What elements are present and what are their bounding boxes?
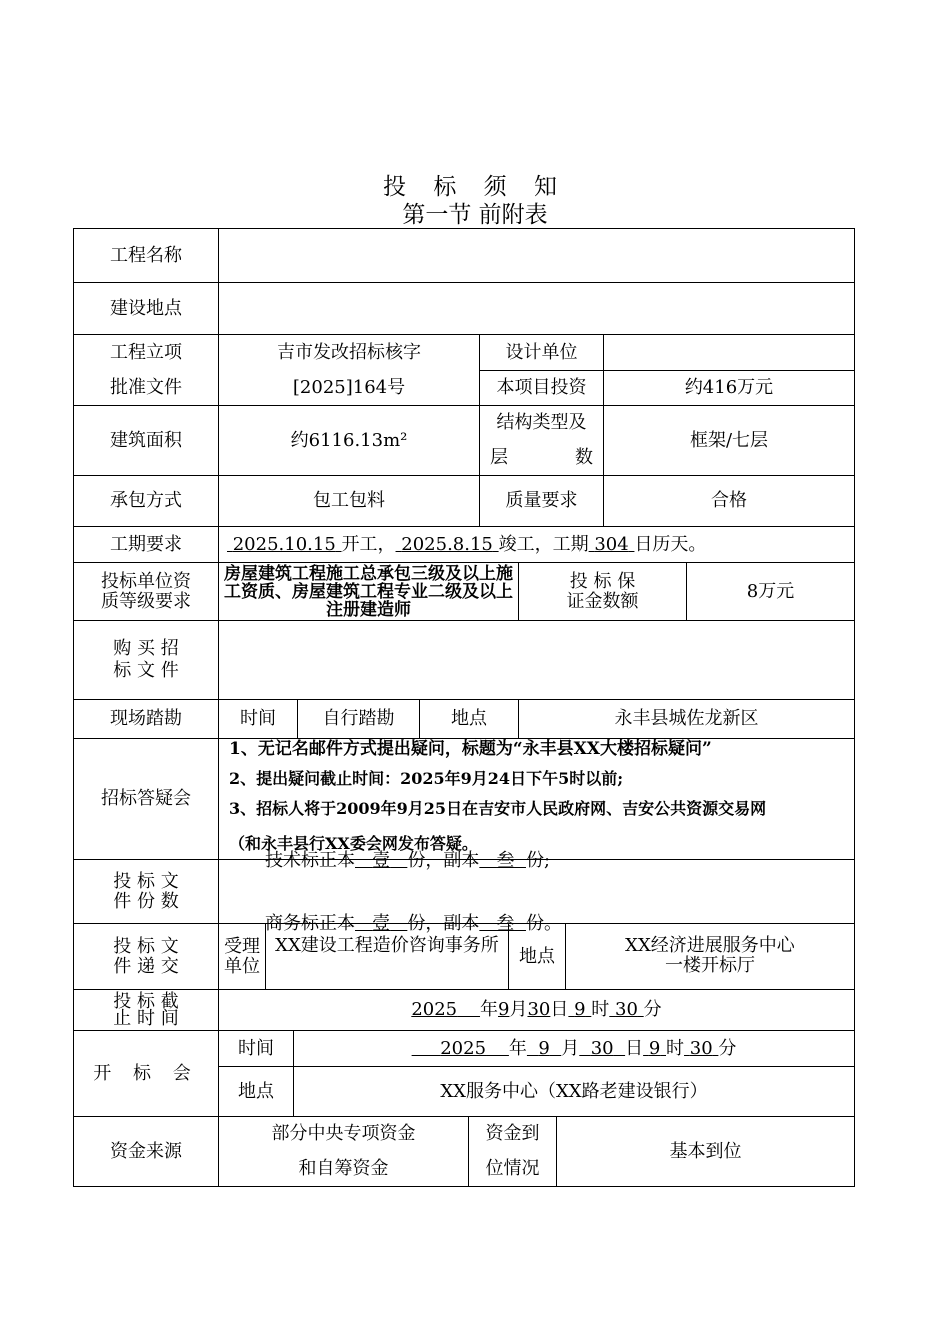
value-approval-line2: [2025]164号	[292, 376, 406, 398]
label-contract: 承包方式	[73, 475, 219, 527]
opening-month-unit: 月	[561, 1037, 580, 1059]
deadline-year: 2025	[411, 999, 458, 1021]
label-deadline-line2: 止 时 间	[113, 1008, 179, 1029]
opening-minute-unit: 分	[718, 1037, 737, 1059]
label-recv	[218, 923, 266, 990]
label-copies-line1: 投 标 文	[113, 870, 179, 892]
label-structure-line1: 结构类型及	[496, 412, 587, 434]
value-copies	[218, 849, 855, 934]
label-survey-time: 时间	[218, 699, 298, 739]
label-quality: 质量要求	[479, 475, 604, 527]
label-design: 设计单位	[479, 334, 604, 371]
value-deadline	[218, 989, 855, 1031]
label-location: 建设地点	[73, 282, 219, 335]
label-area: 建筑面积	[73, 405, 219, 476]
label-purchase-line1: 购 买 招	[113, 638, 179, 659]
deadline-minute-unit: 分	[643, 999, 662, 1021]
label-invest: 本项目投资	[479, 370, 604, 406]
value-qualification: 房屋建筑工程施工总承包三级及以上施工资质、房屋建筑工程专业二级及以上注册建造师	[218, 562, 519, 621]
period-days-text: 日历天。	[634, 533, 707, 555]
value-quality: 合格	[603, 475, 855, 527]
qa-line4: （和永丰县行XX委会网发布答疑。	[229, 834, 478, 853]
value-funds-line1: 部分中央专项资金	[271, 1123, 416, 1145]
opening-day-unit: 日	[625, 1037, 644, 1059]
value-area: 约6116.13m²	[218, 405, 480, 476]
period-start-text: 开工，	[341, 533, 396, 555]
label-deadline-line1: 投 标 截	[113, 991, 179, 1012]
value-purchase	[218, 620, 855, 700]
doc-subtitle: 第一节 前附表	[402, 202, 548, 228]
value-recv: XX建设工程造价咨询事务所	[265, 923, 509, 990]
deadline-hour-unit: 时	[591, 999, 610, 1021]
value-structure: 框架/七层	[603, 405, 855, 476]
label-funds-status-line2: 位情况	[485, 1157, 540, 1179]
label-period: 工期要求	[73, 526, 219, 563]
value-project-name	[218, 228, 855, 283]
value-design	[603, 334, 855, 371]
label-purchase	[73, 620, 219, 700]
label-bond	[518, 562, 687, 621]
value-opening-time	[293, 1030, 855, 1067]
value-delivery-place-line1: XX经济进展服务中心	[625, 935, 795, 956]
value-survey-place: 永丰县城佐龙新区	[518, 699, 855, 739]
label-funds-status	[468, 1116, 557, 1187]
deadline-day: 30	[527, 999, 551, 1021]
value-funds-line2: 和自筹资金	[298, 1157, 389, 1179]
value-approval-line1: 吉市发改招标核字	[277, 341, 421, 363]
label-bond-line2: 证金数额	[566, 590, 639, 612]
label-structure-ceng: 层	[490, 446, 508, 468]
period-end: 2025.8.15	[401, 533, 493, 555]
value-period	[218, 526, 855, 563]
value-bond: 8万元	[686, 562, 855, 621]
opening-hour: 9	[648, 1037, 661, 1059]
label-delivery-line1: 投 标 文	[113, 935, 179, 957]
opening-year-unit: 年	[508, 1037, 527, 1059]
label-structure-shu: 数	[575, 446, 593, 468]
opening-month: 9	[538, 1037, 550, 1059]
copies-biz: 商务标正本 壹 份，副本 叁 份。	[265, 912, 562, 934]
value-opening-place: XX服务中心（XX路老建设银行）	[293, 1066, 855, 1117]
deadline-year-unit: 年	[480, 999, 499, 1021]
deadline-month-unit: 月	[509, 999, 528, 1021]
label-delivery	[73, 923, 219, 990]
label-recv-line2: 单位	[224, 955, 260, 977]
value-approval	[218, 334, 480, 406]
opening-minute: 30	[689, 1037, 713, 1059]
value-contract: 包工包料	[218, 475, 480, 527]
label-approval	[73, 334, 219, 406]
label-bond-line1: 投 标 保	[569, 570, 636, 592]
deadline-day-unit: 日	[550, 999, 569, 1021]
label-recv-line1: 受理	[224, 935, 260, 957]
label-copies-line2: 件 份 数	[113, 890, 179, 912]
qa-line1: 1、无记名邮件方式提出疑问，标题为“永丰县XX大楼招标疑问”	[229, 739, 712, 759]
deadline-month: 9	[498, 999, 510, 1021]
period-start: 2025.10.15	[232, 533, 336, 555]
value-funds-status: 基本到位	[556, 1116, 855, 1187]
value-delivery-place	[565, 923, 855, 990]
label-deadline	[73, 989, 219, 1031]
label-opening-place: 地点	[218, 1066, 294, 1117]
value-invest: 约416万元	[603, 370, 855, 406]
copies-tech: 技术标正本 壹 份，副本 叁 份;	[265, 849, 551, 871]
value-delivery-place-line2: 一楼开标厅	[664, 955, 755, 976]
label-qualification	[73, 562, 219, 621]
label-approval-line2: 批准文件	[110, 376, 182, 398]
deadline-hour: 9	[574, 999, 586, 1021]
label-project-name: 工程名称	[73, 228, 219, 283]
label-approval-line1: 工程立项	[110, 341, 182, 363]
qa-line3: 3、招标人将于2009年9月25日在吉安市人民政府网、吉安公共资源交易网	[229, 799, 767, 818]
value-funds	[218, 1116, 469, 1187]
opening-hour-unit: 时	[666, 1037, 685, 1059]
period-end-text: 竣工，工期	[498, 533, 589, 555]
deadline-minute: 30	[615, 999, 638, 1021]
label-qualification-line2: 质等级要求	[101, 590, 191, 612]
label-delivery-place: 地点	[508, 923, 566, 990]
label-survey-place: 地点	[419, 699, 519, 739]
qa-line2: 2、提出疑问截止时间：2025年9月24日下午5时以前;	[229, 769, 624, 788]
period-days: 304	[594, 533, 629, 555]
label-delivery-line2: 件 递 交	[113, 955, 179, 977]
label-qa: 招标答疑会	[73, 738, 219, 860]
label-qualification-line1: 投标单位资	[101, 570, 191, 592]
value-location	[218, 282, 855, 335]
label-purchase-line2: 标 文 件	[113, 660, 179, 681]
label-opening-time: 时间	[218, 1030, 294, 1067]
label-funds: 资金来源	[73, 1116, 219, 1187]
label-funds-status-line1: 资金到	[485, 1123, 540, 1145]
label-structure	[479, 405, 604, 476]
value-survey-time: 自行踏勘	[297, 699, 420, 739]
label-survey: 现场踏勘	[73, 699, 219, 739]
opening-year: 2025	[440, 1037, 487, 1059]
opening-day: 30	[590, 1037, 614, 1059]
doc-title: 投 标 须 知	[383, 174, 567, 200]
label-opening: 开 标 会	[73, 1030, 219, 1117]
label-copies	[73, 859, 219, 924]
